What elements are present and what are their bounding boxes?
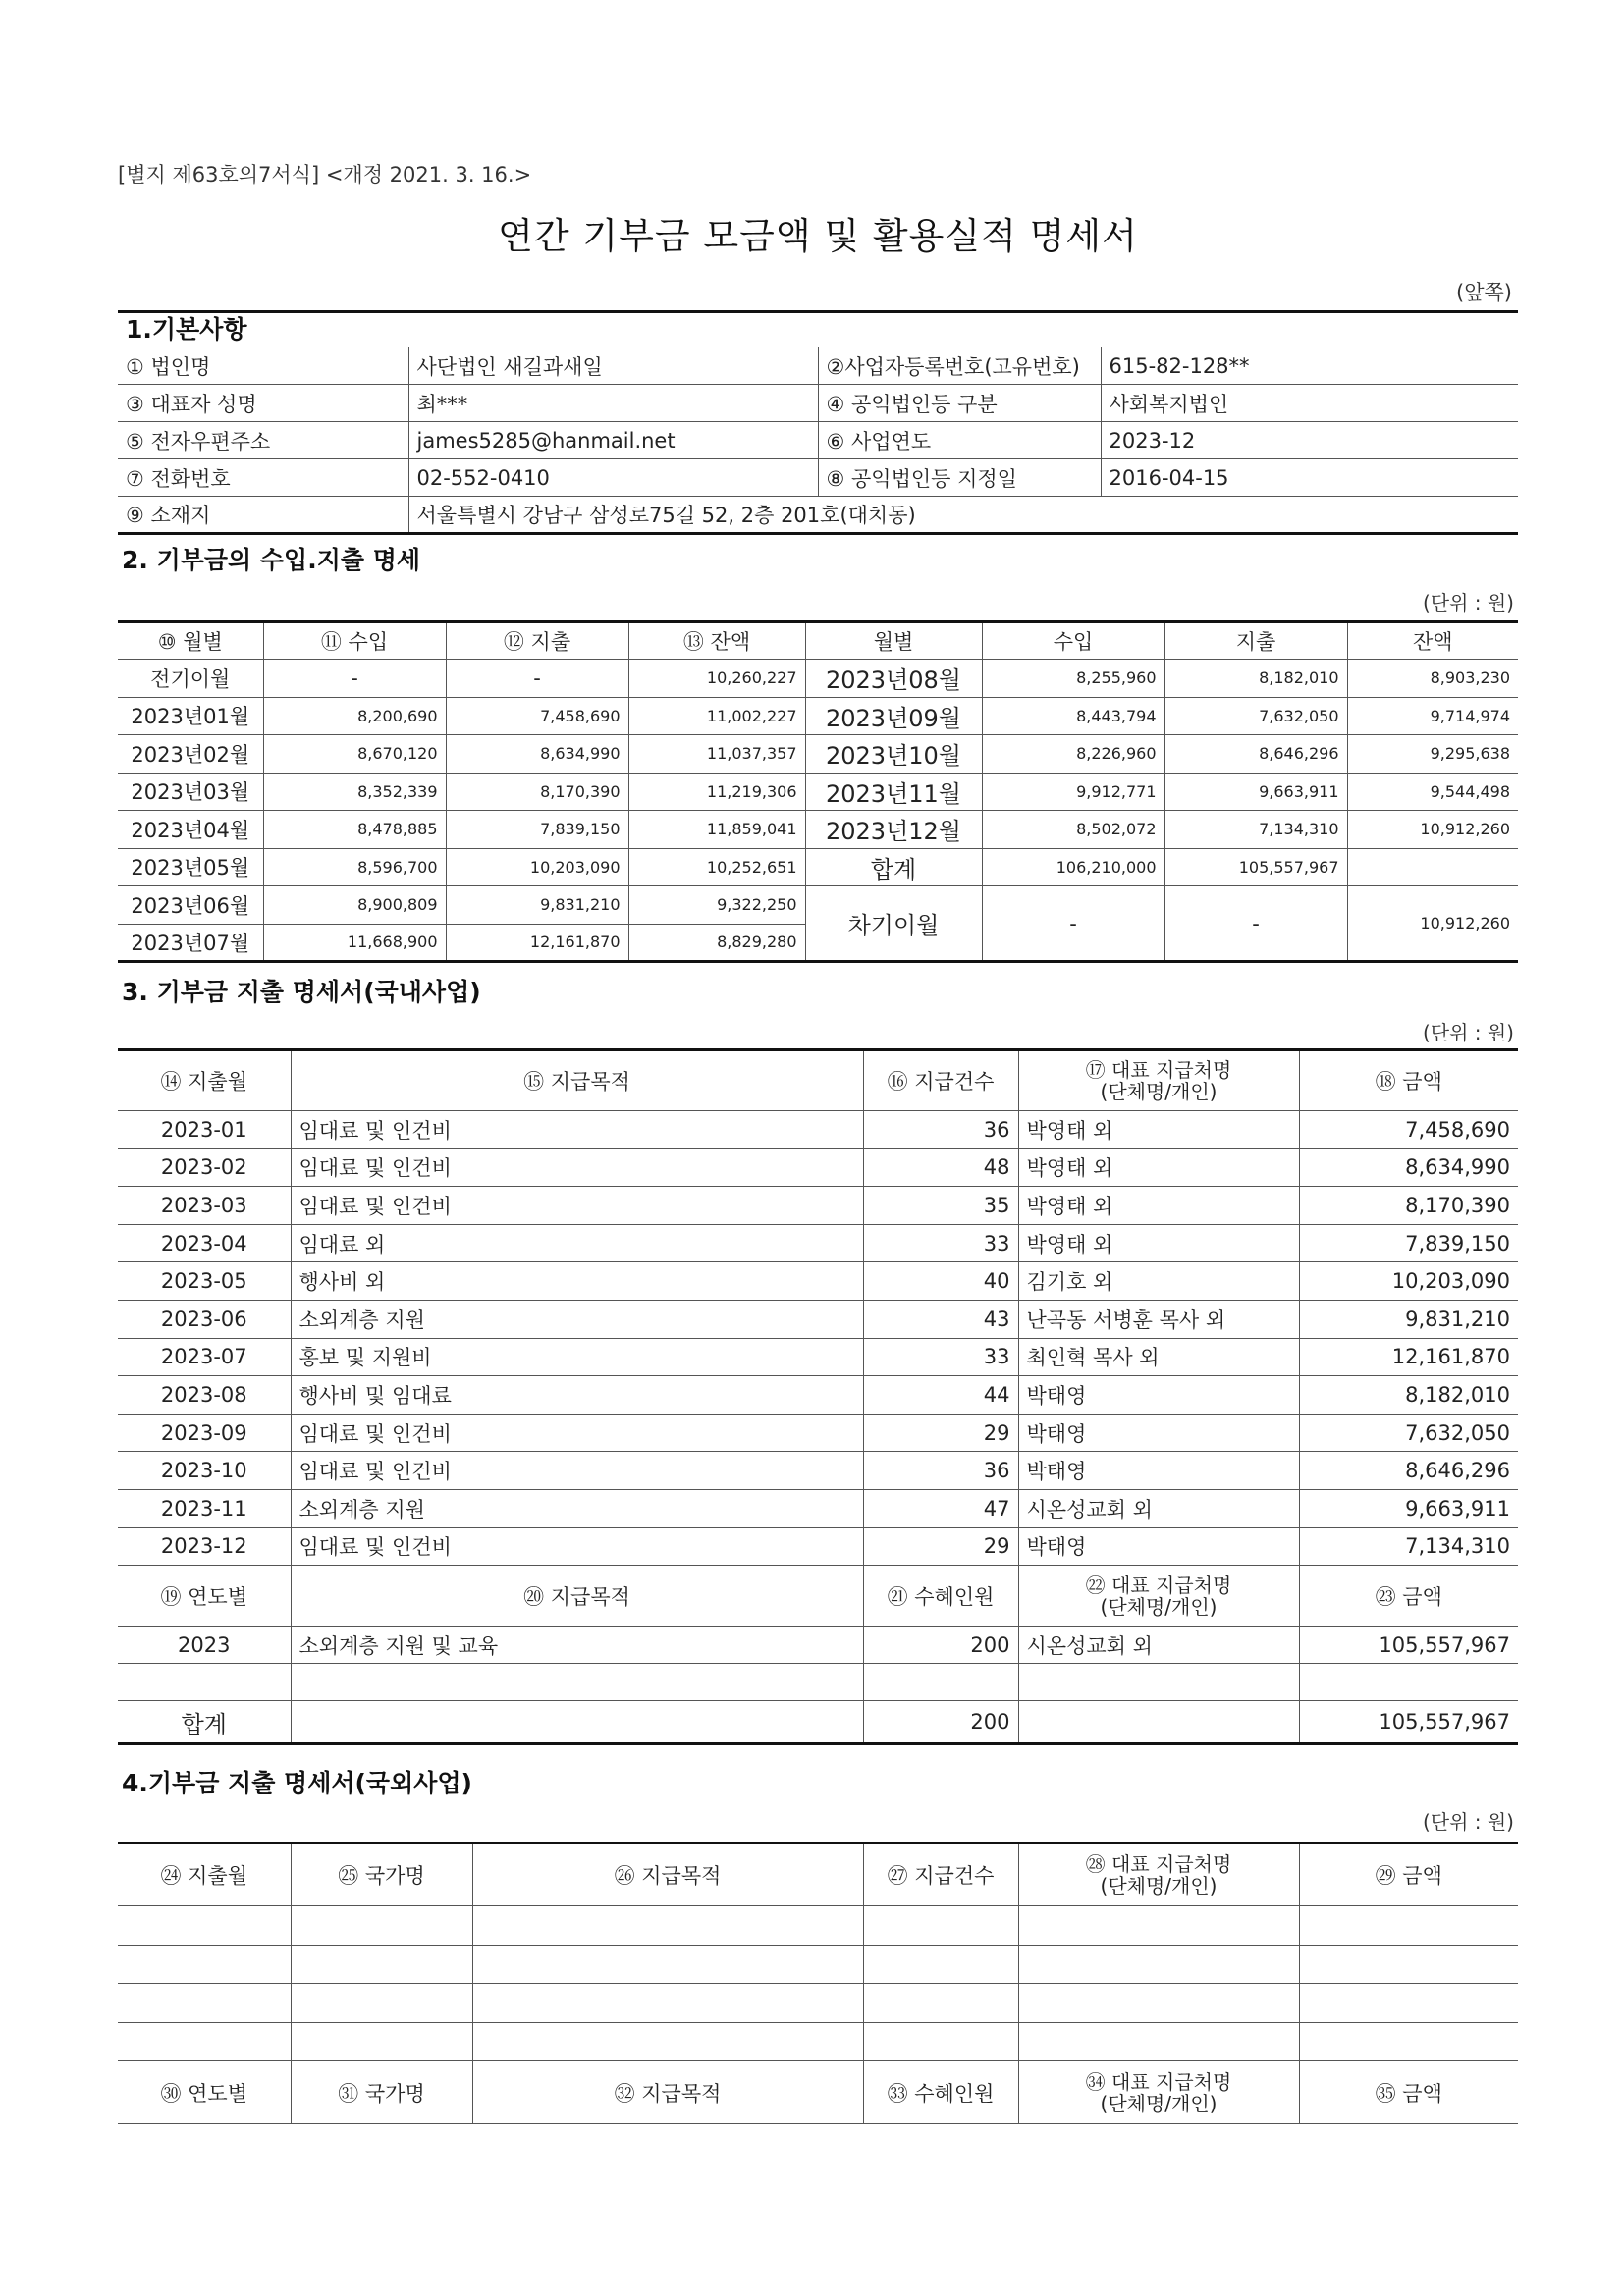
table-row [118,1452,1518,1490]
table-row [118,1224,1518,1262]
expense-cell: 7,839,150 [446,811,628,849]
balance-cell: 11,002,227 [628,697,805,735]
table-row [118,1376,1518,1415]
amount-cell: 9,831,210 [1299,1300,1518,1338]
expense-cell: - [446,660,628,698]
income-cell: 11,668,900 [263,924,446,962]
payee-cell: 박태영 [1018,1527,1299,1566]
empty-cell [472,1984,863,2023]
payee-cell: 박태영 [1018,1452,1299,1490]
header-line: ㉘ 대표 지급처명 [1085,1852,1232,1876]
field-label: ⑦ 전화번호 [118,459,408,497]
amount-cell: 105,557,967 [1299,1627,1518,1664]
empty-cell [291,1945,472,1984]
field-value: 2023-12 [1101,422,1518,459]
header-row [118,1050,1518,1111]
column-header: 잔액 [1347,622,1518,660]
count-cell: 44 [863,1376,1018,1415]
purpose-cell: 소외계층 지원 [291,1489,863,1527]
table-row [118,1338,1518,1376]
amount-cell: 7,458,690 [1299,1111,1518,1149]
total-count: 200 [863,1701,1018,1744]
total-row [118,1701,1518,1744]
table-row [118,1187,1518,1225]
table-row [118,848,1518,886]
amount-cell: 7,134,310 [1299,1527,1518,1566]
balance-cell: 10,260,227 [628,660,805,698]
column-header: ⑫ 지출 [446,622,628,660]
column-header: ㉕ 국가명 [291,1843,472,1906]
empty-cell [472,1906,863,1946]
empty-cell [863,1945,1018,1984]
purpose-cell: 임대료 및 인건비 [291,1452,863,1490]
amount-cell: 8,634,990 [1299,1148,1518,1187]
header-row [118,2061,1518,2124]
empty-cell [291,1906,472,1946]
total-label: 합계 [118,1701,291,1744]
balance-cell: 8,829,280 [628,924,805,962]
purpose-cell: 임대료 외 [291,1224,863,1262]
count-cell: 36 [863,1452,1018,1490]
empty-cell [1018,1906,1299,1946]
header-line: ㉒ 대표 지급처명 [1085,1573,1232,1597]
income-cell: 8,478,885 [263,811,446,849]
month-cell: 2023-03 [118,1187,291,1225]
column-header: ㉚ 연도별 [118,2061,291,2124]
purpose-cell: 소외계층 지원 및 교육 [291,1627,863,1664]
empty-cell [118,1664,291,1701]
year-cell: 2023 [118,1627,291,1664]
empty-row [118,1664,1518,1701]
expense-cell: 12,161,870 [446,924,628,962]
field-value: 02-552-0410 [408,459,818,497]
balance-cell: 9,322,250 [628,886,805,925]
expense-cell: 8,182,010 [1164,660,1347,698]
month-cell: 전기이월 [118,660,263,698]
payee-cell: 난곡동 서병훈 목사 외 [1018,1300,1299,1338]
empty-cell [863,1906,1018,1946]
month-cell: 차기이월 [805,886,982,962]
section-title: 4.기부금 지출 명세서(국외사업) [122,1769,472,1797]
empty-cell [863,1984,1018,2023]
empty-row [118,1984,1518,2023]
section-income-expense [118,544,1518,955]
income-cell: 8,443,794 [982,697,1164,735]
purpose-cell: 행사비 외 [291,1262,863,1301]
header-line: (단체명/개인) [1100,1874,1218,1897]
column-header: ㉔ 지출월 [118,1843,291,1906]
expense-cell: 8,634,990 [446,735,628,774]
unit-label: (단위 : 원) [1422,1810,1514,1834]
field-label: ⑥ 사업연도 [818,422,1101,459]
month-cell: 2023년07월 [118,924,263,962]
month-cell: 2023년01월 [118,697,263,735]
column-header: ㉑ 수혜인원 [863,1566,1018,1627]
count-cell: 29 [863,1527,1018,1566]
payee-cell: 박영태 외 [1018,1148,1299,1187]
count-cell: 48 [863,1148,1018,1187]
month-cell: 2023년03월 [118,773,263,811]
empty-cell [1018,1945,1299,1984]
balance-cell: 10,252,651 [628,848,805,886]
empty-cell [291,1984,472,2023]
table-row [118,1262,1518,1301]
payee-cell: 박태영 [1018,1414,1299,1452]
month-cell: 2023년04월 [118,811,263,849]
month-cell: 2023-12 [118,1527,291,1566]
month-cell: 2023년08월 [805,660,982,698]
amount-cell: 9,663,911 [1299,1489,1518,1527]
empty-cell [118,1945,291,1984]
column-header: ⑲ 연도별 [118,1566,291,1627]
empty-row [118,2022,1518,2061]
expense-cell: 9,663,911 [1164,773,1347,811]
payee-cell: 박영태 외 [1018,1111,1299,1149]
empty-cell [472,1945,863,1984]
column-header: ⑪ 수입 [263,622,446,660]
purpose-cell: 임대료 및 인건비 [291,1148,863,1187]
amount-cell: 10,203,090 [1299,1262,1518,1301]
column-header: ⑳ 지급목적 [291,1566,863,1627]
expense-cell: 8,646,296 [1164,735,1347,774]
expense-cell: 9,831,210 [446,886,628,925]
field-value: 사단법인 새길과새일 [408,347,818,385]
expense-cell: 105,557,967 [1164,848,1347,886]
header-line: (단체명/개인) [1100,1594,1218,1619]
empty-cell [118,1984,291,2023]
month-cell: 2023-10 [118,1452,291,1490]
column-header: ⑭ 지출월 [118,1050,291,1111]
balance-cell: 10,912,260 [1347,886,1518,962]
header-line: (단체명/개인) [1100,1080,1218,1103]
table-row [118,459,1518,497]
payee-cell: 박영태 외 [1018,1187,1299,1225]
page-title: 연간 기부금 모금액 및 활용실적 명세서 [498,215,1138,257]
income-cell: - [982,886,1164,962]
expense-cell: 8,170,390 [446,773,628,811]
page-side-label: (앞쪽) [1456,281,1512,304]
column-header: ㉜ 지급목적 [472,2061,863,2124]
column-header: ⑱ 금액 [1299,1050,1518,1111]
address-label: ⑨ 소재지 [118,497,408,534]
header-line: ㉞ 대표 지급처명 [1085,2069,1232,2094]
expense-cell: 7,458,690 [446,697,628,735]
column-header [1018,1050,1299,1111]
table-row [118,1527,1518,1566]
balance-cell: 8,903,230 [1347,660,1518,698]
income-cell: 8,596,700 [263,848,446,886]
table-row [118,347,1518,385]
header-line: ⑰ 대표 지급처명 [1085,1058,1232,1082]
income-cell: 8,502,072 [982,811,1164,849]
balance-cell: 11,219,306 [628,773,805,811]
empty-row [118,1945,1518,1984]
section-overseas-expense [118,1767,1518,2115]
count-cell: 33 [863,1224,1018,1262]
empty-cell [118,2022,291,2061]
table-row [118,1489,1518,1527]
empty-cell [1018,2022,1299,2061]
month-cell: 2023-05 [118,1262,291,1301]
balance-cell: 9,544,498 [1347,773,1518,811]
column-header [1018,1566,1299,1627]
address-value: 서울특별시 강남구 삼성로75길 52, 2층 201호(대치동) [408,497,1518,534]
count-cell: 47 [863,1489,1018,1527]
empty-cell [863,2022,1018,2061]
payee-cell: 시온성교회 외 [1018,1489,1299,1527]
field-label: ① 법인명 [118,347,408,385]
table-row [118,886,1518,925]
count-cell: 29 [863,1414,1018,1452]
month-cell: 2023년05월 [118,848,263,886]
balance-cell: 9,714,974 [1347,697,1518,735]
empty-cell [1299,1984,1518,2023]
month-cell: 2023-11 [118,1489,291,1527]
table-row [118,697,1518,735]
empty-cell [1018,1701,1299,1744]
amount-cell: 8,646,296 [1299,1452,1518,1490]
income-cell: 8,670,120 [263,735,446,774]
expense-cell: 10,203,090 [446,848,628,886]
section-domestic-expense [118,976,1518,1738]
purpose-cell: 홍보 및 지원비 [291,1338,863,1376]
purpose-cell: 소외계층 지원 [291,1300,863,1338]
count-cell: 43 [863,1300,1018,1338]
expense-cell: - [1164,886,1347,962]
empty-row [118,1906,1518,1946]
column-header: ⑩ 월별 [118,622,263,660]
income-cell: - [263,660,446,698]
amount-cell: 7,839,150 [1299,1224,1518,1262]
empty-cell [472,2022,863,2061]
month-cell: 2023년06월 [118,886,263,925]
column-header: ㉙ 금액 [1299,1843,1518,1906]
income-cell: 9,912,771 [982,773,1164,811]
header-line: (단체명/개인) [1100,2091,1218,2115]
month-cell: 2023년10월 [805,735,982,774]
column-header: ⑯ 지급건수 [863,1050,1018,1111]
table-row [118,1300,1518,1338]
section-basic-info [118,310,1518,535]
empty-cell [1299,1906,1518,1946]
form-number: [별지 제63호의7서식] <개정 2021. 3. 16.> [118,163,532,187]
table-row [118,773,1518,811]
empty-cell [1299,1664,1518,1701]
month-cell: 합계 [805,848,982,886]
expense-cell: 7,134,310 [1164,811,1347,849]
balance-cell: 10,912,260 [1347,811,1518,849]
count-cell: 33 [863,1338,1018,1376]
column-header: 수입 [982,622,1164,660]
column-header: ㉓ 금액 [1299,1566,1518,1627]
empty-cell [1299,1945,1518,1984]
month-cell: 2023-09 [118,1414,291,1452]
empty-cell [291,2022,472,2061]
empty-cell [863,1664,1018,1701]
balance-cell: 9,295,638 [1347,735,1518,774]
empty-cell [1018,1664,1299,1701]
header-row [118,1566,1518,1627]
column-header: ⑬ 잔액 [628,622,805,660]
empty-cell [118,1906,291,1946]
month-cell: 2023년11월 [805,773,982,811]
table-row [118,735,1518,774]
month-cell: 2023년02월 [118,735,263,774]
balance-cell [1347,848,1518,886]
income-cell: 8,255,960 [982,660,1164,698]
empty-cell [1018,1984,1299,2023]
column-header: ㉗ 지급건수 [863,1843,1018,1906]
balance-cell: 11,037,357 [628,735,805,774]
column-header: 월별 [805,622,982,660]
column-header: ㉖ 지급목적 [472,1843,863,1906]
field-value: 2016-04-15 [1101,459,1518,497]
month-cell: 2023-07 [118,1338,291,1376]
column-header: 지출 [1164,622,1347,660]
column-header: ㉛ 국가명 [291,2061,472,2124]
month-cell: 2023년09월 [805,697,982,735]
unit-label: (단위 : 원) [1422,591,1514,614]
month-cell: 2023-01 [118,1111,291,1149]
table-row [118,1414,1518,1452]
table-row [118,1148,1518,1187]
month-cell: 2023-06 [118,1300,291,1338]
table-row [118,811,1518,849]
field-label: ④ 공익법인등 구분 [818,385,1101,422]
header-row [118,1843,1518,1906]
payee-cell: 시온성교회 외 [1018,1627,1299,1664]
payee-cell: 박영태 외 [1018,1224,1299,1262]
count-cell: 200 [863,1627,1018,1664]
purpose-cell: 행사비 및 임대료 [291,1376,863,1415]
count-cell: 40 [863,1262,1018,1301]
field-label: ③ 대표자 성명 [118,385,408,422]
month-cell: 2023년12월 [805,811,982,849]
payee-cell: 김기호 외 [1018,1262,1299,1301]
amount-cell: 8,170,390 [1299,1187,1518,1225]
empty-cell [1299,2022,1518,2061]
field-label: ⑧ 공익법인등 지정일 [818,459,1101,497]
column-header [1018,1843,1299,1906]
income-cell: 8,900,809 [263,886,446,925]
field-label: ⑤ 전자우편주소 [118,422,408,459]
field-value: 사회복지법인 [1101,385,1518,422]
purpose-cell: 임대료 및 인건비 [291,1111,863,1149]
balance-cell: 11,859,041 [628,811,805,849]
amount-cell: 8,182,010 [1299,1376,1518,1415]
income-cell: 8,200,690 [263,697,446,735]
payee-cell: 최인혁 목사 외 [1018,1338,1299,1376]
column-header: ㉝ 수혜인원 [863,2061,1018,2124]
income-cell: 8,226,960 [982,735,1164,774]
column-header: ⑮ 지급목적 [291,1050,863,1111]
count-cell: 35 [863,1187,1018,1225]
field-value: 615-82-128** [1101,347,1518,385]
empty-cell [291,1701,863,1744]
month-cell: 2023-02 [118,1148,291,1187]
section-title: 2. 기부금의 수입.지출 명세 [122,546,421,574]
table-row [118,660,1518,698]
amount-cell: 7,632,050 [1299,1414,1518,1452]
amount-cell: 12,161,870 [1299,1338,1518,1376]
count-cell: 36 [863,1111,1018,1149]
purpose-cell: 임대료 및 인건비 [291,1527,863,1566]
table-row [118,1111,1518,1149]
income-cell: 8,352,339 [263,773,446,811]
section-title: 1.기본사항 [126,315,247,344]
column-header: ㉟ 금액 [1299,2061,1518,2124]
unit-label: (단위 : 원) [1422,1021,1514,1044]
table-row [118,422,1518,459]
purpose-cell: 임대료 및 인건비 [291,1187,863,1225]
table-row [118,1627,1518,1664]
table-row [118,385,1518,422]
expense-cell: 7,632,050 [1164,697,1347,735]
total-amount: 105,557,967 [1299,1701,1518,1744]
month-cell: 2023-08 [118,1376,291,1415]
empty-cell [291,1664,863,1701]
field-value: 최*** [408,385,818,422]
income-cell: 106,210,000 [982,848,1164,886]
month-cell: 2023-04 [118,1224,291,1262]
column-header [1018,2061,1299,2124]
payee-cell: 박태영 [1018,1376,1299,1415]
purpose-cell: 임대료 및 인건비 [291,1414,863,1452]
field-label: ②사업자등록번호(고유번호) [818,347,1101,385]
section-title: 3. 기부금 지출 명세서(국내사업) [122,978,481,1006]
field-value: james5285@hanmail.net [408,422,818,459]
